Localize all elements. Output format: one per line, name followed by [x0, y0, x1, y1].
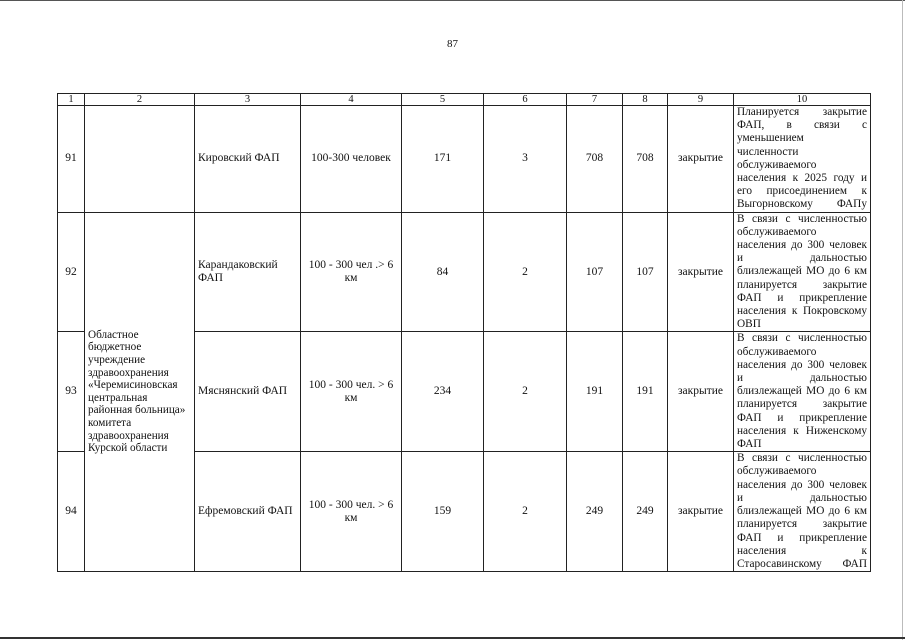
action: закрытие	[668, 332, 734, 452]
column-number: 2	[85, 94, 195, 106]
population-range: 100 - 300 чел .> 6 км	[301, 212, 402, 332]
column-number: 8	[623, 94, 668, 106]
page-edge-right	[902, 0, 903, 640]
column-number: 7	[567, 94, 623, 106]
value-col7: 191	[567, 332, 623, 452]
page-edge-bottom	[0, 637, 905, 639]
action: закрытие	[668, 106, 734, 213]
value-col6: 2	[484, 212, 567, 332]
organization-name: Областное бюджетное учреждение здравоохранения «Черемисиновская центральная районная больница» комитета здравоохранения Курской области	[85, 212, 195, 571]
note: Планируется закрытие ФАП, в связи с уменьшением численности обслуживаемого населения к 2025 году и его присоединением к Выгорновскому ФАПу	[734, 106, 871, 213]
value-col7: 249	[567, 452, 623, 572]
column-number-row	[58, 94, 871, 106]
note: В связи с численностью обслуживаемого населения до 300 человек и дальностью близлежащей МО до 6 км планируется закрытие ФАП и прикрепление населения к Покровскому ОВП	[734, 212, 871, 332]
column-number: 1	[58, 94, 85, 106]
value-col8: 191	[623, 332, 668, 452]
value-col6: 2	[484, 452, 567, 572]
value-col5: 171	[402, 106, 484, 213]
column-number: 4	[301, 94, 402, 106]
value-col5: 159	[402, 452, 484, 572]
action: закрытие	[668, 452, 734, 572]
row-number: 93	[58, 332, 85, 452]
table-row	[58, 106, 871, 213]
column-number: 9	[668, 94, 734, 106]
value-col8: 249	[623, 452, 668, 572]
row-number: 92	[58, 212, 85, 332]
page-edge-top	[0, 0, 905, 1]
value-col5: 234	[402, 332, 484, 452]
facility-name: Кировский ФАП	[195, 106, 301, 213]
facility-table	[57, 93, 871, 572]
value-col7: 708	[567, 106, 623, 213]
note: В связи с численностью обслуживаемого населения до 300 человек и дальностью близлежащей МО до 6 км планируется закрытие ФАП и прикрепление населения к Ниженскому ФАП	[734, 332, 871, 452]
organization-cell-empty	[85, 106, 195, 213]
column-number: 5	[402, 94, 484, 106]
facility-name: Мяснянский ФАП	[195, 332, 301, 452]
value-col6: 2	[484, 332, 567, 452]
facility-name: Ефремовский ФАП	[195, 452, 301, 572]
action: закрытие	[668, 212, 734, 332]
page-number: 87	[447, 38, 458, 50]
column-number: 3	[195, 94, 301, 106]
table-row	[58, 212, 871, 332]
note: В связи с численностью обслуживаемого населения до 300 человек и дальностью близлежащей МО до 6 км планируется закрытие ФАП и прикрепление населения к Старосавинскому ФАП	[734, 452, 871, 572]
value-col8: 708	[623, 106, 668, 213]
population-range: 100 - 300 чел. > 6 км	[301, 452, 402, 572]
facility-name: Карандаковский ФАП	[195, 212, 301, 332]
value-col5: 84	[402, 212, 484, 332]
column-number: 6	[484, 94, 567, 106]
row-number: 94	[58, 452, 85, 572]
value-col8: 107	[623, 212, 668, 332]
value-col6: 3	[484, 106, 567, 213]
column-number: 10	[734, 94, 871, 106]
value-col7: 107	[567, 212, 623, 332]
row-number: 91	[58, 106, 85, 213]
population-range: 100-300 человек	[301, 106, 402, 213]
population-range: 100 - 300 чел. > 6 км	[301, 332, 402, 452]
